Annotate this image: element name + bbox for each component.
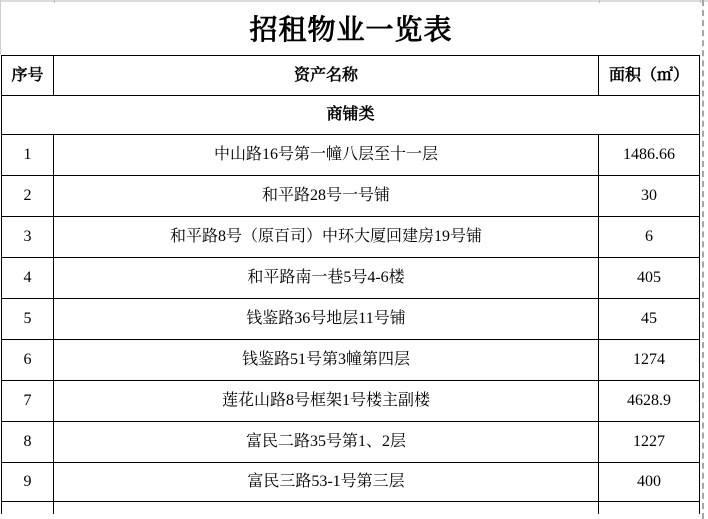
table-row [2,217,700,258]
table-row [2,381,700,422]
gridline-left [0,0,1,55]
seq-cell[interactable]: 3 [2,217,54,258]
seq-cell[interactable]: 7 [2,381,54,422]
column-header-seq[interactable]: 序号 [2,56,54,96]
seq-cell[interactable] [2,502,54,514]
column-header-asset-name[interactable]: 资产名称 [54,56,599,96]
gridline-tick [700,0,701,3]
section-row [2,96,700,135]
area-cell[interactable]: 45 [599,299,700,340]
area-cell[interactable]: 400 [599,463,700,502]
table-row [2,463,700,502]
partial-row [2,502,700,514]
asset-name-cell[interactable]: 钱鉴路51号第3幢第四层 [54,340,599,381]
asset-name-cell[interactable]: 富民二路35号第1、2层 [54,422,599,463]
asset-name-cell[interactable]: 钱鉴路36号地层11号铺 [54,299,599,340]
seq-cell[interactable]: 8 [2,422,54,463]
asset-name-cell[interactable]: 和平路8号（原百司）中环大厦回建房19号铺 [54,217,599,258]
asset-name-cell[interactable]: 富民三路53-1号第三层 [54,463,599,502]
area-cell[interactable]: 30 [599,176,700,217]
area-cell[interactable]: 405 [599,258,700,299]
area-cell[interactable] [599,502,700,514]
area-cell[interactable]: 1274 [599,340,700,381]
seq-cell[interactable]: 2 [2,176,54,217]
column-header-area[interactable]: 面积（㎡） [599,56,700,96]
table-row [2,422,700,463]
document-title[interactable]: 招租物业一览表 [249,15,453,46]
table-row [2,135,700,176]
area-cell[interactable]: 1486.66 [599,135,700,176]
seq-cell[interactable]: 6 [2,340,54,381]
asset-name-cell[interactable] [54,502,599,514]
table-row [2,258,700,299]
area-cell[interactable]: 4628.9 [599,381,700,422]
area-cell[interactable]: 6 [599,217,700,258]
area-cell[interactable]: 1227 [599,422,700,463]
rental-property-table [1,55,700,514]
asset-name-cell[interactable]: 中山路16号第一幢八层至十一层 [54,135,599,176]
asset-name-cell[interactable]: 和平路28号一号铺 [54,176,599,217]
seq-cell[interactable]: 5 [2,299,54,340]
table-row [2,340,700,381]
seq-cell[interactable]: 9 [2,463,54,502]
seq-cell[interactable]: 4 [2,258,54,299]
asset-name-cell[interactable]: 莲花山路8号框架1号楼主副楼 [54,381,599,422]
table-row [2,176,700,217]
table-row [2,299,700,340]
table-header-row [2,56,700,96]
seq-cell[interactable]: 1 [2,135,54,176]
asset-name-cell[interactable]: 和平路南一巷5号4-6楼 [54,258,599,299]
section-header-shops[interactable]: 商铺类 [2,96,700,135]
page-break-dashed-line [702,0,704,519]
